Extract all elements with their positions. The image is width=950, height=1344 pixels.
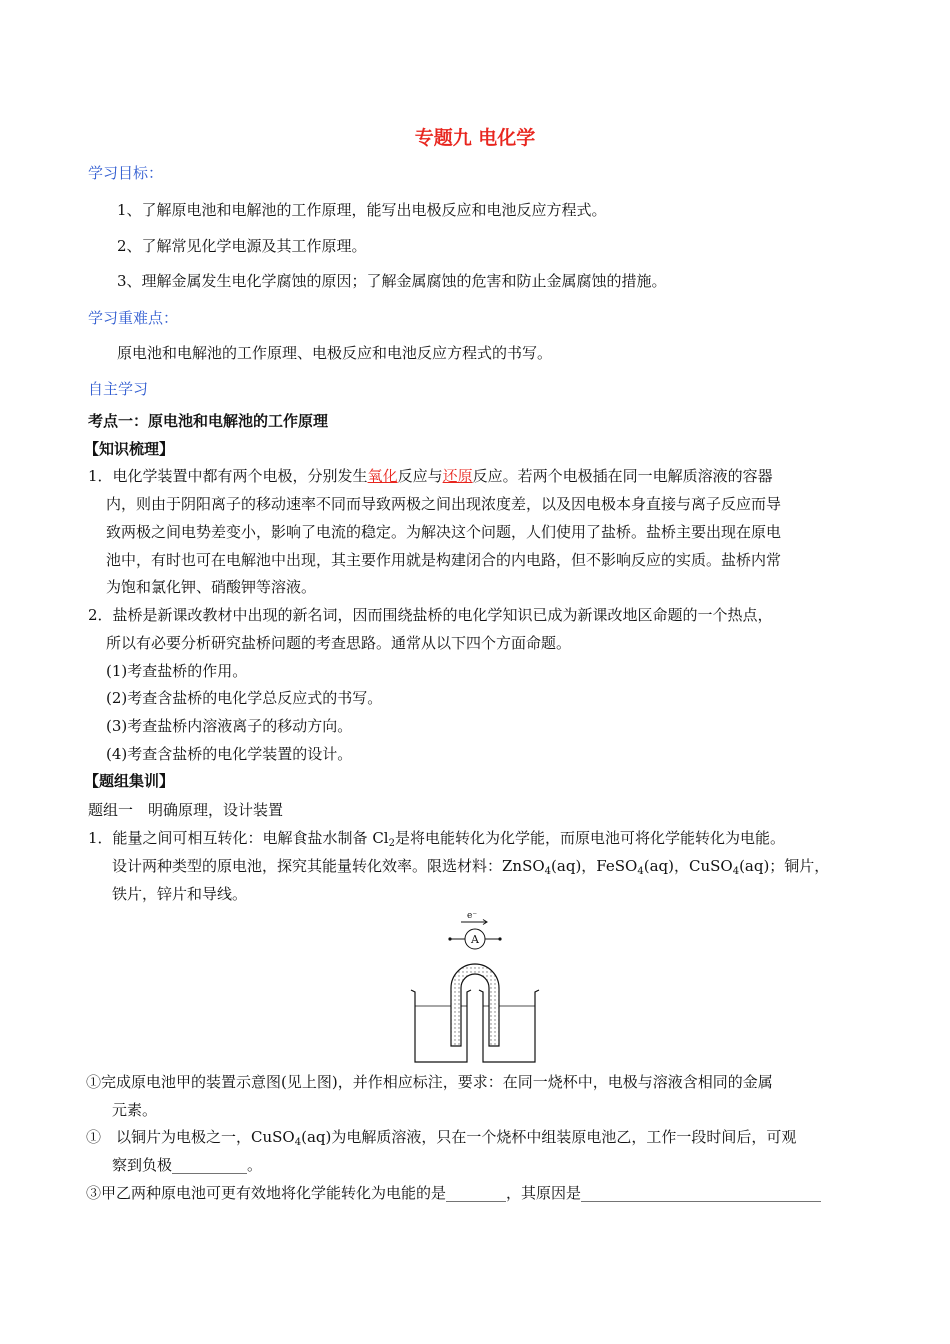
question-line: 铁片，锌片和导线。 bbox=[112, 885, 248, 903]
beaker-right bbox=[479, 990, 539, 1062]
list-number: 1． bbox=[88, 467, 113, 485]
key-points-text: 原电池和电解池的工作原理、电极反应和电池反应方程式的书写。 bbox=[117, 344, 553, 362]
question-line: 1．能量之间可相互转化：电解食盐水制备 $Cl_2$是将电能转化为化学能，而原电池可将化学能转化为电能。 bbox=[88, 829, 785, 849]
knowledge-paragraph-1-line: 为饱和氯化钾、硝酸钾等溶液。 bbox=[106, 578, 317, 596]
knowledge-sub-item: (3)考查盐桥内溶液离子的移动方向。 bbox=[106, 717, 353, 735]
objective-item: 3、理解金属发生电化学腐蚀的原因；了解金属腐蚀的危害和防止金属腐蚀的措施。 bbox=[117, 272, 667, 290]
knowledge-paragraph-1-line: 1．电化学装置中都有两个电极，分别发生氧化反应与还原反应。若两个电极插在同一电解质溶液的容器 bbox=[88, 467, 773, 485]
knowledge-paragraph-2-line: 2．盐桥是新课改教材中出现的新名词，因而围绕盐桥的电化学知识已成为新课改地区命题的一个热点， bbox=[88, 606, 773, 624]
knowledge-sub-item: (2)考查含盐桥的电化学总反应式的书写。 bbox=[106, 689, 383, 707]
knowledge-sub-item: (1)考查盐桥的作用。 bbox=[106, 662, 248, 680]
knowledge-paragraph-1-line: 池中，有时也可在电解池中出现，其主要作用就是构建闭合的内电路，但不影响反应的实质。盐桥内常 bbox=[106, 551, 782, 569]
beaker-left bbox=[411, 990, 471, 1062]
electron-label: e⁻ bbox=[467, 911, 478, 921]
list-number: 2． bbox=[88, 606, 113, 624]
list-number: 1． bbox=[88, 829, 113, 847]
group-heading: 题组一 明确原理，设计装置 bbox=[88, 801, 284, 819]
page-title: 专题九 电化学 bbox=[414, 127, 536, 149]
sub-question-line: 察到负极__________。 bbox=[112, 1156, 263, 1174]
galvanic-cell-diagram bbox=[405, 906, 545, 1064]
objective-item: 2、了解常见化学电源及其工作原理。 bbox=[117, 237, 367, 255]
objective-item: 1、了解原电池和电解池的工作原理，能写出电极反应和电池反应方程式。 bbox=[117, 201, 607, 219]
salt-bridge bbox=[451, 964, 499, 1046]
sub-question-line: ①完成原电池甲的装置示意图(见上图)，并作相应标注，要求：在同一烧杯中，电极与溶液含相同的金属 bbox=[86, 1073, 773, 1091]
terminal-right bbox=[498, 937, 501, 940]
question-line: 设计两种类型的原电池，探究其能量转化效率。限选材料：ZnSO$_4$(aq)，FeSO$_4$(aq)，CuSO$_4$(aq)；铜片， bbox=[112, 857, 830, 877]
ammeter-label: A bbox=[471, 933, 479, 946]
keyword-reduction: 还原 bbox=[442, 467, 473, 485]
terminal-left bbox=[448, 937, 451, 940]
sub-question-line: 元素。 bbox=[112, 1101, 158, 1119]
topic-heading: 考点一：原电池和电解池的工作原理 bbox=[88, 412, 329, 430]
sub-question-line: ③甲乙两种原电池可更有效地将化学能转化为电能的是________，其原因是________________________________ bbox=[86, 1184, 822, 1202]
knowledge-sub-item: (4)考查含盐桥的电化学装置的设计。 bbox=[106, 745, 353, 763]
knowledge-paragraph-2-line: 所以有必要分析研究盐桥问题的考查思路。通常从以下四个方面命题。 bbox=[106, 634, 572, 652]
sub-question-line: ① 以铜片为电极之一，CuSO$_4$(aq)为电解质溶液，只在一个烧杯中组装原电池乙，工作一段时间后，可观 bbox=[86, 1128, 797, 1148]
key-points-heading: 学习重难点： bbox=[88, 309, 179, 327]
keyword-oxidation: 氧化 bbox=[367, 467, 398, 485]
self-study-heading: 自主学习 bbox=[88, 380, 149, 398]
practice-heading: 【题组集训】 bbox=[84, 772, 175, 790]
knowledge-paragraph-1-line: 内，则由于阴阳离子的移动速率不同而导致两极之间出现浓度差，以及因电极本身直接与离子反应而导 bbox=[106, 495, 782, 513]
objectives-heading: 学习目标： bbox=[88, 164, 164, 182]
knowledge-heading: 【知识梳理】 bbox=[84, 440, 175, 458]
knowledge-paragraph-1-line: 致两极之间电势差变小，影响了电流的稳定。为解决这个问题，人们使用了盐桥。盐桥主要出现在原电 bbox=[106, 523, 782, 541]
